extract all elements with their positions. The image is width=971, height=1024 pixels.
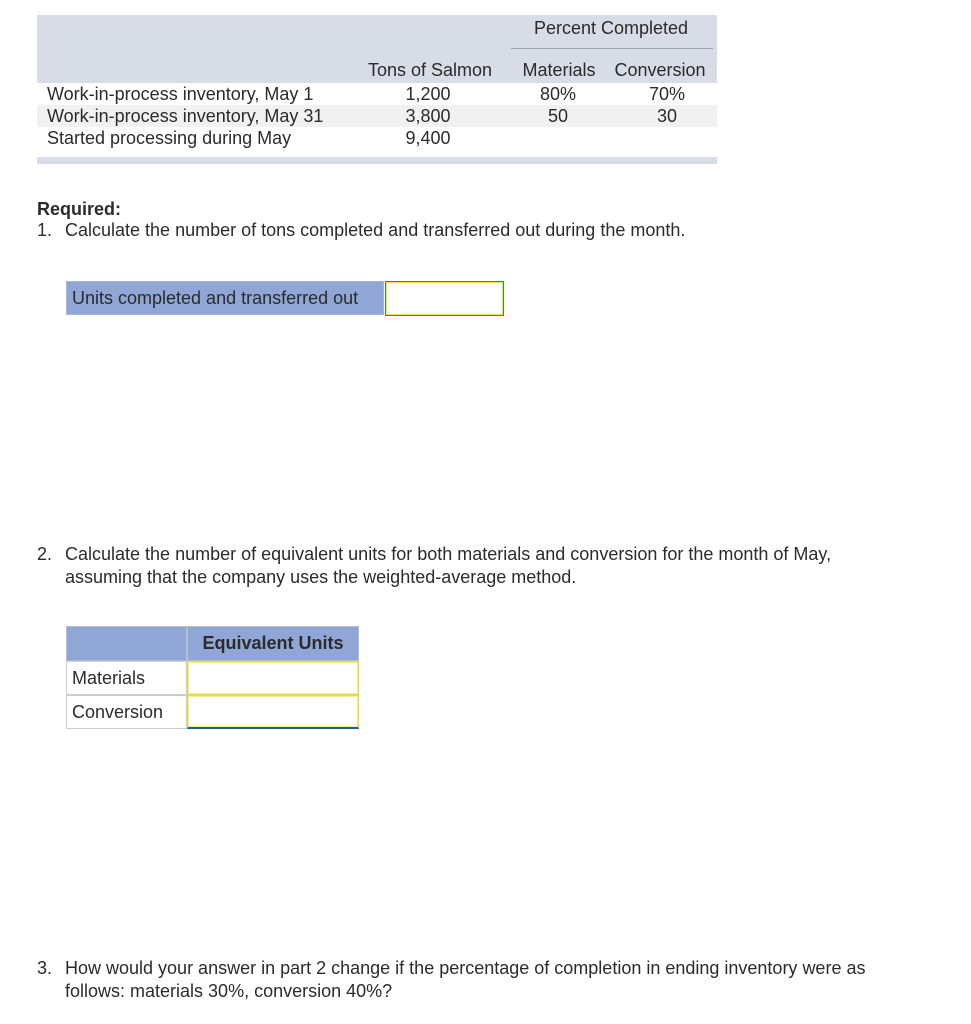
col-head-materials: Materials (522, 60, 596, 80)
conversion-equivalent-units-input[interactable] (187, 695, 359, 729)
question-text: Calculate the number of tons completed and transferred out during the month. (65, 220, 686, 240)
col-head-tons: Tons of Salmon (367, 60, 493, 80)
row-conversion: 70% (648, 84, 686, 104)
row-label: Work-in-process inventory, May 1 (47, 84, 314, 104)
question-3 (37, 957, 937, 1005)
percent-completed-heading: Percent Completed (533, 18, 689, 38)
question-number: 1. (37, 220, 53, 240)
question-text-line: Calculate the number of equivalent units for both materials and conversion for the month of May, (65, 544, 832, 564)
materials-label: Materials (66, 661, 187, 695)
production-data-table (37, 15, 717, 165)
table-header (37, 15, 717, 83)
row-label: Started processing during May (47, 128, 292, 148)
row-tons: 1,200 (405, 84, 451, 104)
eq-header-blank-cell (66, 626, 187, 661)
units-completed-label: Units completed and transferred out (66, 281, 384, 315)
question-number: 2. (37, 544, 53, 564)
table-row (37, 83, 717, 105)
question-text-line: follows: materials 30%, conversion 40%? (65, 981, 393, 1001)
required-heading: Required: (37, 199, 122, 219)
row-materials: 80% (539, 84, 577, 104)
question-text-line: How would your answer in part 2 change if the percentage of completion in ending inventory were as (65, 958, 866, 978)
question-text (65, 957, 865, 1003)
row-tons: 9,400 (405, 128, 451, 148)
table-row (37, 127, 717, 149)
row-tons: 3,800 (405, 106, 451, 126)
conversion-label: Conversion (66, 695, 187, 729)
equivalent-units-header: Equivalent Units (187, 626, 359, 661)
header-divider (511, 48, 713, 49)
row-materials: 50 (547, 106, 569, 126)
row-conversion: 30 (656, 106, 678, 126)
materials-equivalent-units-input[interactable] (187, 661, 359, 695)
table-footer-bar (37, 157, 717, 164)
question-2 (37, 543, 937, 591)
units-completed-input[interactable] (385, 281, 504, 316)
question-1 (37, 219, 937, 243)
question-number: 3. (37, 958, 53, 978)
equivalent-units-table (66, 626, 359, 730)
row-label: Work-in-process inventory, May 31 (47, 106, 324, 126)
table-row (37, 105, 717, 127)
question-text-line: assuming that the company uses the weighted-average method. (65, 567, 577, 587)
question-text (65, 543, 831, 589)
col-head-conversion: Conversion (614, 60, 706, 80)
